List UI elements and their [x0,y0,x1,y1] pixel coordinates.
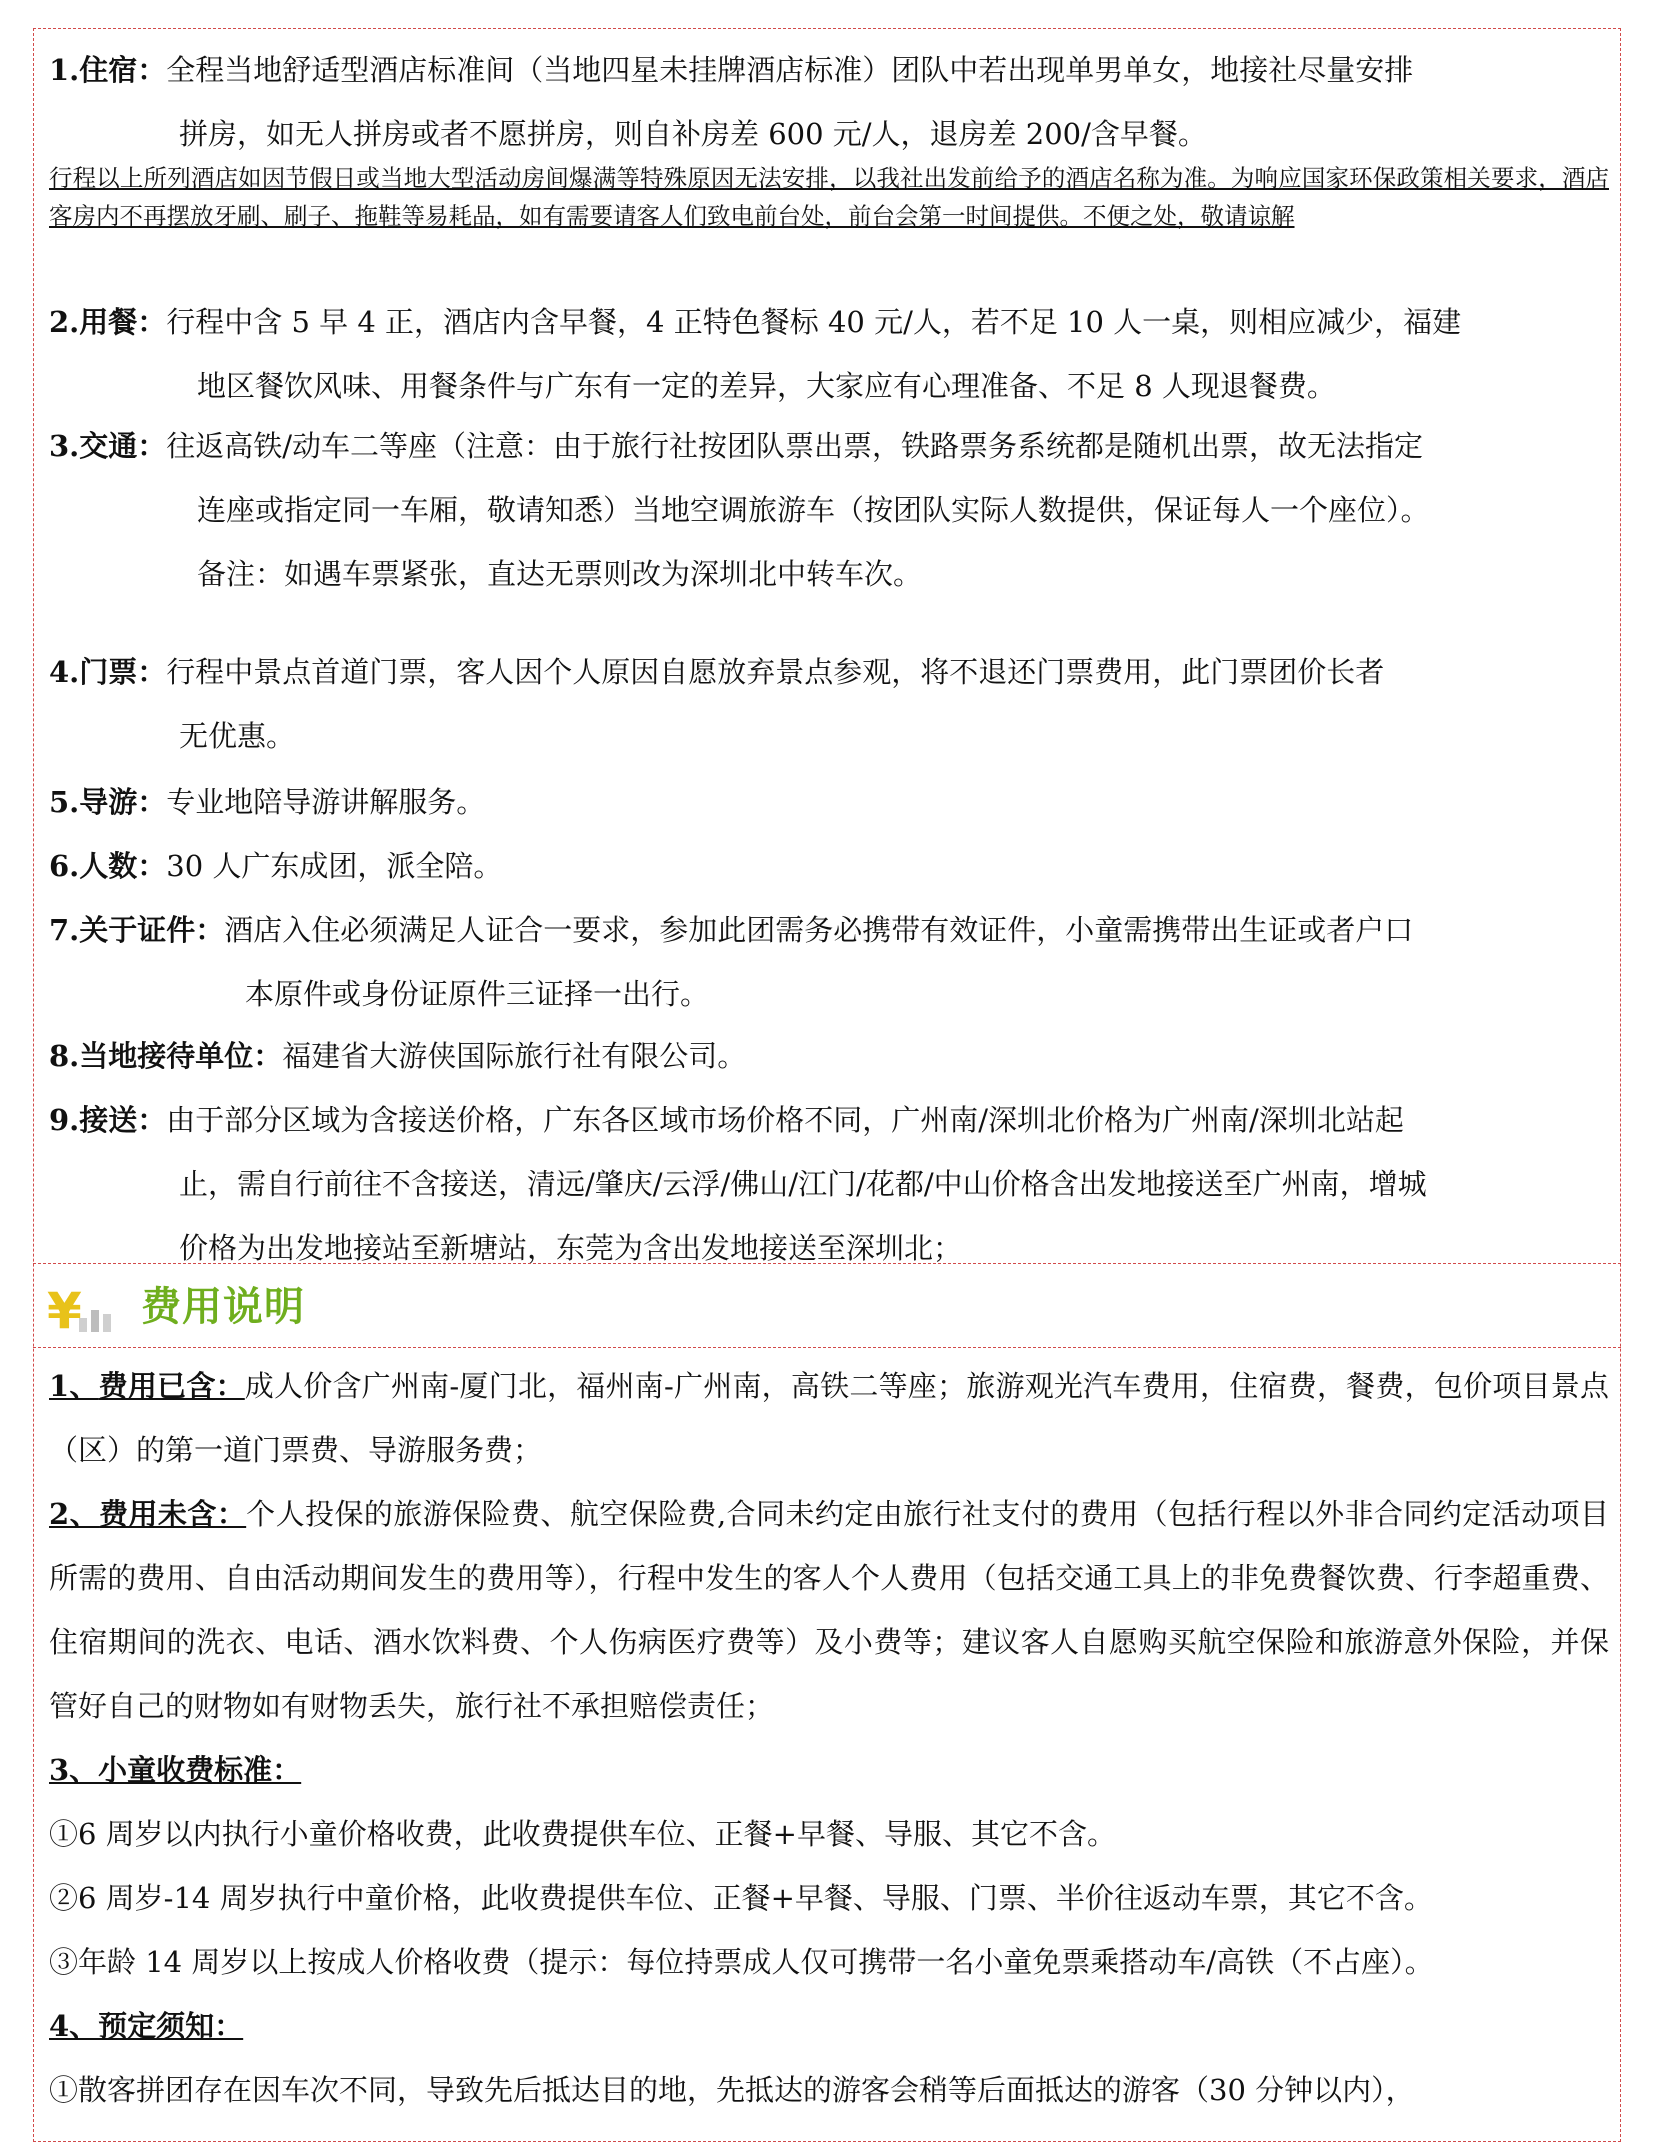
note-item-accommodation [49,38,1609,166]
booking-title-text: 4、预定须知： [49,2009,244,2043]
fee-details-section [33,1348,1621,2142]
itinerary-notes-section [33,28,1621,1263]
note-item-local-agency [49,1024,1609,1088]
note-label: 4.门票： [49,655,167,689]
fee-included-num: 1、 [49,1369,99,1403]
note-line: 拼房，如无人拼房或者不愿拼房，则自补房差 600 元/人，退房差 200/含早餐。 [179,117,1207,151]
note-item-documents [49,898,1609,1026]
child-fee-title [49,1738,1609,1802]
note-label: 3.交通： [49,429,167,463]
fee-included-text: 成人价含广州南-厦门北，福州南-广州南，高铁二等座；旅游观光汽车费用，住宿费，餐费，包价项目景点（区）的第一道门票费、导游服务费； [49,1369,1609,1467]
fee-included-label: 费用已含： [98,1369,245,1403]
note-item-tickets [49,640,1609,768]
svg-text:¥: ¥ [47,1282,82,1336]
note-line: 行程中含 5 早 4 正，酒店内含早餐，4 正特色餐标 40 元/人，若不足 10 人一桌，则相应减少，福建 [166,305,1462,339]
fee-section-title: 费用说明 [141,1284,305,1330]
note-line: 行程中景点首道门票，客人因个人原因自愿放弃景点参观，将不退还门票费用，此门票团价长者 [166,655,1385,689]
note-item-transfer [49,1088,1609,1280]
child-fee-title-text: 3、小童收费标准： [49,1753,302,1787]
note-line: 连座或指定同一车厢，敬请知悉）当地空调旅游车（按团队实际人数提供，保证每人一个座位）。 [197,493,1430,527]
fee-excluded-text: 个人投保的旅游保险费、航空保险费,合同未约定由旅行社支付的费用（包括行程以外非合同约定活动项目所需的费用、自由活动期间发生的费用等），行程中发生的客人个人费用（包括交通工具上的非免费餐饮费、行李超重费、住宿期间的洗衣、电话、酒水饮料费、个人伤病医疗费等）及小费等；建议客人自愿购买航空保险和旅游意外保险，并保管好自己的财物如有财物丢失，旅行社不承担赔偿责任； [49,1497,1609,1723]
note-line: 止，需自行前往不含接送，清远/肇庆/云浮/佛山/江门/花都/中山价格含出发地接送至广州南，增城 [179,1167,1427,1201]
child-rule: ②6 周岁-14 周岁执行中童价格，此收费提供车位、正餐+早餐、导服、门票、半价往返动车票，其它不含。 [49,1881,1433,1915]
note-line: 30 人广东成团，派全陪。 [166,849,503,883]
note-label: 8.当地接待单位： [49,1039,283,1073]
note-label: 6.人数： [49,849,167,883]
child-rule: ①6 周岁以内执行小童价格收费，此收费提供车位、正餐+早餐、导服、其它不含。 [49,1817,1116,1851]
fee-excluded-num: 2、 [49,1497,100,1531]
booking-title [49,1994,1609,2058]
hotel-note: 行程以上所列酒店如因节假日或当地大型活动房间爆满等特殊原因无法安排，以我社出发前给予的酒店名称为准。为响应国家环保政策相关要求，酒店客房内不再摆放牙刷、刷子、拖鞋等易耗品，如有需要请客人们致电前台处，前台会第一时间提供。不便之处，敬请谅解 [49,164,1609,230]
note-label: 5.导游： [49,785,167,819]
note-line: 价格为出发地接站至新塘站，东莞为含出发地接送至深圳北； [179,1231,963,1265]
child-rule: ③年龄 14 周岁以上按成人价格收费（提示：每位持票成人仅可携带一名小童免票乘搭动车/高铁（不占座）。 [49,1945,1434,1979]
note-item-group-size [49,834,1609,898]
note-line: 备注：如遇车票紧张，直达无票则改为深圳北中转车次。 [197,557,923,591]
fee-excluded-label: 费用未含： [99,1497,247,1531]
note-line: 酒店入住必须满足人证合一要求，参加此团需务必携带有效证件，小童需携带出生证或者户口 [224,913,1414,947]
note-label: 7.关于证件： [49,913,225,947]
fee-section-header [33,1263,1621,1348]
note-line: 专业地陪导游讲解服务。 [166,785,486,819]
note-line: 福建省大游侠国际旅行社有限公司。 [282,1039,747,1073]
note-line: 往返高铁/动车二等座（注意：由于旅行社按团队票出票，铁路票务系统都是随机出票，故无法指定 [166,429,1424,463]
note-line: 地区餐饮风味、用餐条件与广东有一定的差异，大家应有心理准备、不足 8 人现退餐费。 [197,369,1336,403]
note-line: 全程当地舒适型酒店标准间（当地四星未挂牌酒店标准）团队中若出现单男单女，地接社尽量安排 [166,53,1414,87]
note-line: 本原件或身份证原件三证择一出行。 [245,977,710,1011]
note-label: 1.住宿： [49,53,167,87]
booking-rule: ①散客拼团存在因车次不同，导致先后抵达目的地，先抵达的游客会稍等后面抵达的游客（30 分钟以内）， [49,2073,1415,2107]
note-label: 2.用餐： [49,305,167,339]
note-item-guide [49,770,1609,834]
note-item-transport [49,414,1609,606]
fee-included [49,1354,1609,1482]
yen-chart-icon [45,1278,135,1336]
note-line: 无优惠。 [179,719,296,753]
note-label: 9.接送： [49,1103,167,1137]
note-line: 由于部分区域为含接送价格，广东各区域市场价格不同，广州南/深圳北价格为广州南/深圳北站起 [166,1103,1404,1137]
note-item-meals [49,290,1609,418]
fee-excluded [49,1482,1609,1738]
